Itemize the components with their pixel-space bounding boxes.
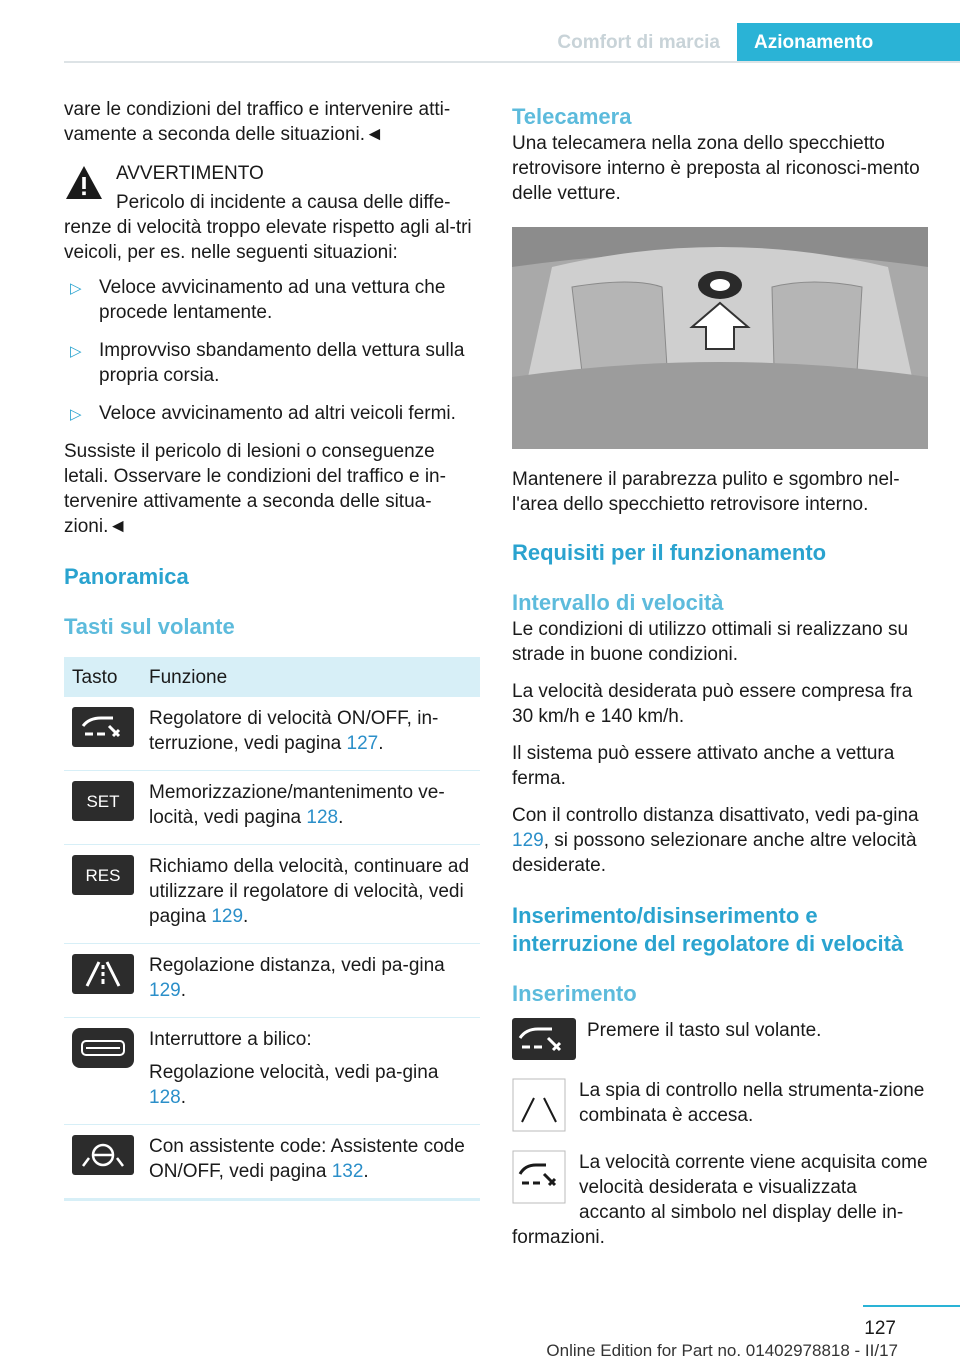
switch-on-heading: Inserimento — [512, 981, 637, 1006]
step-indicator-light: La spia di controllo nella strumenta-zione combinata è accesa. — [512, 1078, 928, 1138]
list-item: ▷ Improvviso sbandamento della vettura sulla propria corsia. — [70, 340, 465, 386]
table-row: Regolatore di velocità ON/OFF, in-terruzione, vedi pagina 127. — [64, 697, 480, 771]
right-column — [512, 97, 928, 1250]
camera-heading: Telecamera — [512, 104, 632, 129]
switch-on-off-heading: Inserimento/disinserimento e interruzione del regolatore di velocità — [512, 903, 904, 956]
page-link[interactable]: 129 — [211, 906, 244, 927]
header-chapter-tab: Azionamento — [737, 23, 960, 62]
warning-title: AVVERTIMENTO — [116, 163, 264, 184]
left-column — [64, 97, 480, 1201]
speed-range-heading: Intervallo di velocità — [512, 590, 724, 615]
speed-paragraph: Il sistema può essere attivato anche a vettura ferma. — [512, 743, 895, 789]
page-number: 127 — [864, 1318, 896, 1339]
requirements-heading: Requisiti per il funzionamento — [512, 540, 827, 565]
warning-block — [64, 161, 480, 265]
danger-situations-list — [64, 275, 480, 426]
step-speed-stored: La velocità corrente viene acquisita come velocità desiderata e visualizzata accanto al simbolo nel display delle in- formazioni. — [512, 1152, 928, 1248]
warning-triangle-icon — [64, 163, 104, 203]
indicator-light-icon — [512, 1078, 566, 1132]
res-button-icon: RES — [72, 855, 134, 895]
table-row: RES Richiamo della velocità, continuare ad utilizzare il regolatore di velocità, vedi pagina 129. — [64, 845, 480, 944]
cruise-control-icon — [72, 707, 134, 747]
column-header-function: Funzione — [141, 657, 480, 697]
steering-buttons-table — [64, 657, 480, 1201]
intro-paragraph: vare le condizioni del traffico e intervenire atti-vamente a seconda delle situazioni.◄ — [64, 99, 451, 145]
steering-buttons-heading: Tasti sul volante — [64, 614, 235, 639]
list-item: ▷ Veloce avvicinamento ad una vettura che procede lentamente. — [70, 277, 446, 323]
page-link[interactable]: 128 — [306, 807, 339, 828]
cruise-indicator-icon — [512, 1150, 566, 1204]
triangle-bullet-icon: ▷ — [70, 406, 82, 423]
page-link[interactable]: 128 — [149, 1087, 181, 1108]
triangle-bullet-icon: ▷ — [70, 280, 82, 297]
windshield-note: Mantenere il parabrezza pulito e sgombro nel-l'area dello specchietto retrovisore interno. — [512, 469, 900, 515]
traffic-jam-assistant-icon — [72, 1135, 134, 1175]
table-row: Con assistente code: Assistente code ON/OFF, vedi pagina 132. — [64, 1125, 480, 1200]
step-press-button: Premere il tasto sul volante. — [512, 1018, 928, 1066]
triangle-bullet-icon: ▷ — [70, 343, 82, 360]
list-item: ▷ Veloce avvicinamento ad altri veicoli fermi. — [64, 401, 480, 426]
edition-footer: Online Edition for Part no. 01402978818 - II/17 — [546, 1341, 898, 1360]
speed-paragraph: Con il controllo distanza disattivato, vedi pa-gina 129, si possono selezionare anche altre velocità desiderate. — [512, 805, 919, 876]
page-link[interactable]: 129 — [512, 830, 544, 851]
table-row: Interruttore a bilico: Regolazione velocità, vedi pa-gina 128. — [64, 1018, 480, 1125]
page-link[interactable]: 132 — [331, 1161, 364, 1182]
header-divider — [64, 61, 960, 63]
speed-paragraph: Le condizioni di utilizzo ottimali si realizzano su strade in buone condizioni. — [512, 619, 909, 665]
page-link[interactable]: 129 — [149, 980, 181, 1001]
speed-paragraph: La velocità desiderata può essere compresa fra 30 km/h e 140 km/h. — [512, 681, 913, 727]
overview-heading: Panoramica — [64, 564, 189, 589]
warning-text: renze di velocità troppo elevate rispetto agli al-tri veicoli, per es. nelle seguenti situazioni: — [64, 217, 472, 263]
set-button-icon: SET — [72, 781, 134, 821]
footer-divider — [863, 1305, 960, 1307]
warning-line: Pericolo di incidente a causa delle diffe- — [116, 192, 451, 213]
distance-control-icon — [72, 954, 134, 994]
cruise-control-icon — [512, 1018, 576, 1060]
page-link[interactable]: 127 — [346, 733, 379, 754]
camera-description: Una telecamera nella zona dello specchietto retrovisore interno è preposta al riconosci-mento delle vetture. — [512, 133, 920, 204]
table-row: SET Memorizzazione/mantenimento ve-locità, vedi pagina 128. — [64, 771, 480, 845]
camera-location-image — [512, 227, 928, 449]
table-row: Regolazione distanza, vedi pa-gina 129. — [64, 944, 480, 1018]
rocker-switch-icon — [72, 1028, 134, 1068]
header-section-title: Comfort di marcia — [557, 32, 720, 53]
warning-closing: Sussiste il pericolo di lesioni o conseguenze letali. Osservare le condizioni del traffico e in-tervenire attivamente a seconda delle situa-zioni.◄ — [64, 441, 446, 537]
column-header-key: Tasto — [64, 657, 141, 697]
